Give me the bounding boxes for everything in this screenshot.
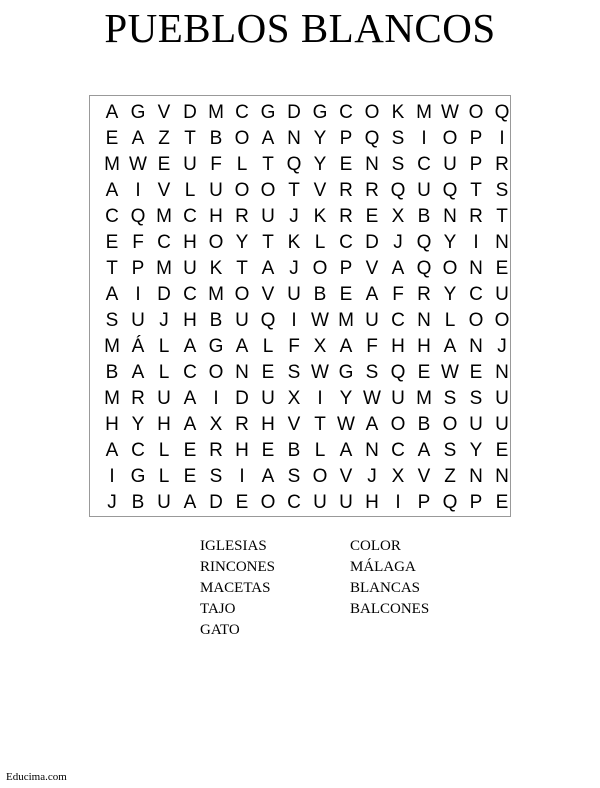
grid-letter: U — [391, 388, 405, 409]
grid-letter: V — [313, 180, 327, 201]
grid-letter: W — [311, 362, 329, 383]
grid-letter: S — [391, 128, 405, 149]
grid-letter: M — [104, 154, 120, 175]
grid-letter: R — [235, 206, 249, 227]
grid-letter: Q — [130, 206, 146, 227]
grid-letter: W — [363, 388, 381, 409]
grid-letter: U — [183, 258, 197, 279]
grid-letter: A — [183, 492, 197, 513]
grid-letter: A — [261, 466, 275, 487]
grid-letter: O — [494, 310, 510, 331]
grid-letter: W — [441, 102, 459, 123]
grid-letter: M — [156, 258, 172, 279]
grid-letter: J — [289, 206, 299, 227]
grid-letter: E — [183, 440, 197, 461]
grid-letter: A — [261, 128, 275, 149]
grid-letter: B — [131, 492, 145, 513]
grid-letter: Q — [442, 180, 458, 201]
grid-letter: K — [287, 232, 301, 253]
grid-letter: M — [338, 310, 354, 331]
word-search-grid — [99, 100, 515, 516]
grid-letter: O — [442, 258, 458, 279]
grid-letter: A — [105, 180, 119, 201]
grid-letter: T — [314, 414, 326, 435]
grid-letter: K — [209, 258, 223, 279]
grid-letter: B — [105, 362, 119, 383]
grid-letter: A — [339, 336, 353, 357]
grid-letter: U — [443, 154, 457, 175]
grid-letter: G — [260, 102, 276, 123]
grid-letter: J — [497, 336, 507, 357]
word-list-item: BALCONES — [350, 601, 430, 617]
grid-letter: S — [287, 466, 301, 487]
grid-letter: N — [287, 128, 301, 149]
grid-letter: U — [287, 284, 301, 305]
grid-letter: L — [236, 154, 248, 175]
grid-letter: A — [365, 414, 379, 435]
grid-letter: R — [495, 154, 509, 175]
grid-letter: H — [183, 232, 197, 253]
grid-letter: Y — [443, 284, 457, 305]
grid-letter: Q — [416, 232, 432, 253]
grid-letter: U — [235, 310, 249, 331]
grid-letter: Y — [131, 414, 145, 435]
grid-letter: A — [235, 336, 249, 357]
grid-letter: Q — [260, 310, 276, 331]
grid-letter: J — [107, 492, 117, 513]
grid-letter: E — [495, 258, 509, 279]
grid-letter: V — [157, 180, 171, 201]
grid-letter: E — [495, 440, 509, 461]
grid-letter: I — [473, 232, 479, 253]
grid-letter: I — [239, 466, 245, 487]
word-list-column-1 — [200, 536, 275, 641]
grid-letter: A — [391, 258, 405, 279]
grid-letter: I — [109, 466, 115, 487]
grid-letter: E — [105, 128, 119, 149]
grid-letter: U — [313, 492, 327, 513]
grid-letter: D — [157, 284, 171, 305]
grid-letter: T — [470, 180, 482, 201]
grid-letter: L — [184, 180, 196, 201]
grid-letter: D — [365, 232, 379, 253]
grid-letter: C — [183, 284, 197, 305]
grid-letter: A — [183, 388, 197, 409]
grid-letter: S — [209, 466, 223, 487]
grid-letter: T — [236, 258, 248, 279]
grid-letter: H — [417, 336, 431, 357]
grid-letter: V — [339, 466, 353, 487]
grid-letter: M — [104, 336, 120, 357]
grid-letter: S — [287, 362, 301, 383]
grid-letter: B — [313, 284, 327, 305]
grid-letter: T — [184, 128, 196, 149]
grid-letter: O — [208, 362, 224, 383]
grid-letter: B — [209, 128, 223, 149]
grid-letter: L — [158, 466, 170, 487]
grid-letter: O — [312, 466, 328, 487]
grid-letter: T — [262, 232, 274, 253]
grid-letter: H — [105, 414, 119, 435]
grid-letter: L — [262, 336, 274, 357]
grid-letter: P — [339, 128, 353, 149]
grid-letter: J — [289, 258, 299, 279]
grid-letter: Q — [390, 180, 406, 201]
grid-letter: N — [443, 206, 457, 227]
grid-letter: W — [311, 310, 329, 331]
grid-letter: F — [288, 336, 300, 357]
grid-letter: O — [260, 492, 276, 513]
grid-letter: O — [208, 232, 224, 253]
grid-letter: H — [391, 336, 405, 357]
grid-letter: P — [131, 258, 145, 279]
grid-letter: E — [105, 232, 119, 253]
grid-letter: A — [261, 258, 275, 279]
grid-letter: U — [495, 414, 509, 435]
grid-letter: F — [210, 154, 222, 175]
grid-letter: O — [468, 310, 484, 331]
grid-letter: O — [442, 128, 458, 149]
grid-letter: L — [158, 336, 170, 357]
word-list-item: IGLESIAS — [200, 538, 267, 554]
grid-letter: X — [209, 414, 223, 435]
grid-letter: R — [209, 440, 223, 461]
word-list-item: COLOR — [350, 538, 401, 554]
grid-letter: C — [183, 362, 197, 383]
grid-letter: O — [468, 102, 484, 123]
grid-letter: N — [365, 440, 379, 461]
grid-letter: N — [469, 336, 483, 357]
grid-letter: I — [135, 284, 141, 305]
grid-letter: O — [390, 414, 406, 435]
grid-letter: O — [234, 180, 250, 201]
grid-letter: S — [495, 180, 509, 201]
grid-letter: D — [287, 102, 301, 123]
grid-letter: Q — [494, 102, 510, 123]
grid-letter: Z — [158, 128, 170, 149]
grid-letter: N — [495, 466, 509, 487]
grid-letter: M — [208, 102, 224, 123]
grid-letter: A — [443, 336, 457, 357]
grid-letter: Q — [416, 258, 432, 279]
grid-letter: I — [499, 128, 505, 149]
grid-letter: C — [105, 206, 119, 227]
grid-letter: M — [104, 388, 120, 409]
grid-letter: U — [365, 310, 379, 331]
word-list-item: TAJO — [200, 601, 236, 617]
word-search-grid-frame — [89, 95, 511, 517]
grid-letter: T — [262, 154, 274, 175]
grid-letter: Y — [313, 128, 327, 149]
grid-letter: O — [234, 128, 250, 149]
grid-letter: K — [313, 206, 327, 227]
grid-letter: U — [261, 388, 275, 409]
grid-letter: R — [339, 206, 353, 227]
grid-letter: E — [261, 362, 275, 383]
grid-letter: E — [495, 492, 509, 513]
grid-letter: C — [391, 310, 405, 331]
grid-letter: E — [183, 466, 197, 487]
grid-letter: E — [339, 284, 353, 305]
page-title: PUEBLOS BLANCOS — [104, 5, 496, 51]
grid-letter: N — [495, 362, 509, 383]
grid-letter: I — [395, 492, 401, 513]
grid-letter: U — [157, 492, 171, 513]
grid-letter: J — [393, 232, 403, 253]
grid-letter: I — [421, 128, 427, 149]
grid-letter: R — [235, 414, 249, 435]
grid-letter: R — [417, 284, 431, 305]
grid-letter: G — [338, 362, 354, 383]
grid-letter: U — [469, 414, 483, 435]
grid-letter: Y — [469, 440, 483, 461]
grid-letter: D — [183, 102, 197, 123]
grid-letter: N — [417, 310, 431, 331]
grid-letter: A — [105, 440, 119, 461]
grid-letter: P — [417, 492, 431, 513]
grid-letter: L — [314, 440, 326, 461]
grid-letter: R — [131, 388, 145, 409]
grid-letter: S — [105, 310, 119, 331]
grid-letter: B — [417, 206, 431, 227]
grid-letter: N — [469, 258, 483, 279]
grid-letter: C — [469, 284, 483, 305]
grid-letter: C — [157, 232, 171, 253]
grid-letter: S — [469, 388, 483, 409]
word-list-item: MACETAS — [200, 580, 271, 596]
grid-letter: C — [287, 492, 301, 513]
grid-letter: Z — [444, 466, 456, 487]
grid-letter: Q — [364, 128, 380, 149]
grid-letter: C — [235, 102, 249, 123]
grid-letter: E — [365, 206, 379, 227]
grid-letter: M — [416, 388, 432, 409]
grid-letter: O — [234, 284, 250, 305]
grid-letter: A — [183, 414, 197, 435]
grid-letter: O — [260, 180, 276, 201]
grid-letter: R — [469, 206, 483, 227]
grid-letter: X — [287, 388, 301, 409]
grid-letter: Y — [313, 154, 327, 175]
grid-letter: L — [444, 310, 456, 331]
grid-letter: P — [469, 128, 483, 149]
grid-letter: A — [131, 128, 145, 149]
grid-letter: H — [365, 492, 379, 513]
grid-letter: I — [135, 180, 141, 201]
grid-letter: C — [339, 102, 353, 123]
grid-letter: F — [366, 336, 378, 357]
grid-letter: U — [495, 284, 509, 305]
word-list-item: BLANCAS — [350, 580, 421, 596]
grid-letter: L — [158, 440, 170, 461]
grid-letter: U — [157, 388, 171, 409]
grid-letter: W — [441, 362, 459, 383]
grid-letter: C — [339, 232, 353, 253]
grid-letter: S — [443, 440, 457, 461]
grid-letter: H — [157, 414, 171, 435]
grid-letter: L — [158, 362, 170, 383]
grid-letter: M — [208, 284, 224, 305]
grid-letter: U — [183, 154, 197, 175]
grid-letter: C — [131, 440, 145, 461]
grid-letter: V — [287, 414, 301, 435]
grid-letter: A — [183, 336, 197, 357]
footer-credit: Educima.com — [6, 771, 67, 783]
grid-letter: U — [261, 206, 275, 227]
grid-letter: W — [337, 414, 355, 435]
grid-letter: S — [365, 362, 379, 383]
grid-letter: D — [235, 388, 249, 409]
grid-letter: U — [131, 310, 145, 331]
grid-letter: A — [105, 284, 119, 305]
grid-letter: B — [417, 414, 431, 435]
grid-letter: C — [391, 440, 405, 461]
grid-letter: J — [367, 466, 377, 487]
grid-letter: W — [129, 154, 147, 175]
grid-letter: E — [469, 362, 483, 383]
grid-letter: V — [261, 284, 275, 305]
grid-letter: H — [261, 414, 275, 435]
grid-letter: Y — [443, 232, 457, 253]
grid-letter: K — [391, 102, 405, 123]
grid-letter: B — [209, 310, 223, 331]
grid-letter: V — [417, 466, 431, 487]
grid-letter: N — [469, 466, 483, 487]
grid-letter: F — [132, 232, 144, 253]
grid-letter: E — [339, 154, 353, 175]
grid-letter: T — [106, 258, 118, 279]
grid-letter: D — [209, 492, 223, 513]
grid-letter: L — [314, 232, 326, 253]
word-list-column-2 — [350, 536, 429, 620]
grid-letter: Q — [390, 362, 406, 383]
grid-letter: G — [312, 102, 328, 123]
grid-letter: A — [365, 284, 379, 305]
grid-letter: E — [261, 440, 275, 461]
grid-letter: R — [365, 180, 379, 201]
grid-letter: X — [391, 466, 405, 487]
grid-letter: C — [417, 154, 431, 175]
grid-letter: E — [417, 362, 431, 383]
word-list-item: GATO — [200, 622, 240, 638]
grid-letter: H — [183, 310, 197, 331]
grid-letter: E — [235, 492, 249, 513]
grid-letter: T — [496, 206, 508, 227]
grid-letter: O — [312, 258, 328, 279]
grid-letter: M — [416, 102, 432, 123]
grid-letter: S — [443, 388, 457, 409]
grid-letter: E — [157, 154, 171, 175]
grid-letter: O — [442, 414, 458, 435]
grid-letter: U — [417, 180, 431, 201]
grid-letter: O — [364, 102, 380, 123]
grid-letter: I — [317, 388, 323, 409]
grid-letter: A — [417, 440, 431, 461]
grid-letter: X — [313, 336, 327, 357]
grid-letter: N — [235, 362, 249, 383]
grid-letter: P — [469, 154, 483, 175]
grid-letter: S — [391, 154, 405, 175]
grid-letter: P — [339, 258, 353, 279]
grid-letter: Q — [286, 154, 302, 175]
grid-letter: A — [339, 440, 353, 461]
grid-letter: H — [209, 206, 223, 227]
grid-letter: I — [291, 310, 297, 331]
grid-letter: G — [208, 336, 224, 357]
grid-letter: R — [339, 180, 353, 201]
grid-letter: G — [130, 466, 146, 487]
grid-letter: P — [469, 492, 483, 513]
grid-letter: U — [339, 492, 353, 513]
grid-letter: C — [183, 206, 197, 227]
grid-letter: U — [209, 180, 223, 201]
grid-letter: N — [365, 154, 379, 175]
grid-letter: V — [365, 258, 379, 279]
grid-letter: T — [288, 180, 300, 201]
grid-letter: N — [495, 232, 509, 253]
grid-letter: H — [235, 440, 249, 461]
grid-letter: A — [105, 102, 119, 123]
grid-letter: I — [213, 388, 219, 409]
word-list-item: RINCONES — [200, 559, 276, 575]
grid-letter: F — [392, 284, 404, 305]
grid-letter: G — [130, 102, 146, 123]
grid-letter: Á — [131, 336, 145, 357]
grid-letter: Y — [339, 388, 353, 409]
grid-letter: Y — [235, 232, 249, 253]
grid-letter: U — [495, 388, 509, 409]
grid-letter: J — [159, 310, 169, 331]
grid-letter: V — [157, 102, 171, 123]
grid-letter: M — [156, 206, 172, 227]
grid-letter: A — [131, 362, 145, 383]
grid-letter: X — [391, 206, 405, 227]
grid-letter: B — [287, 440, 301, 461]
word-list-item: MÁLAGA — [350, 559, 416, 575]
grid-letter: Q — [442, 492, 458, 513]
